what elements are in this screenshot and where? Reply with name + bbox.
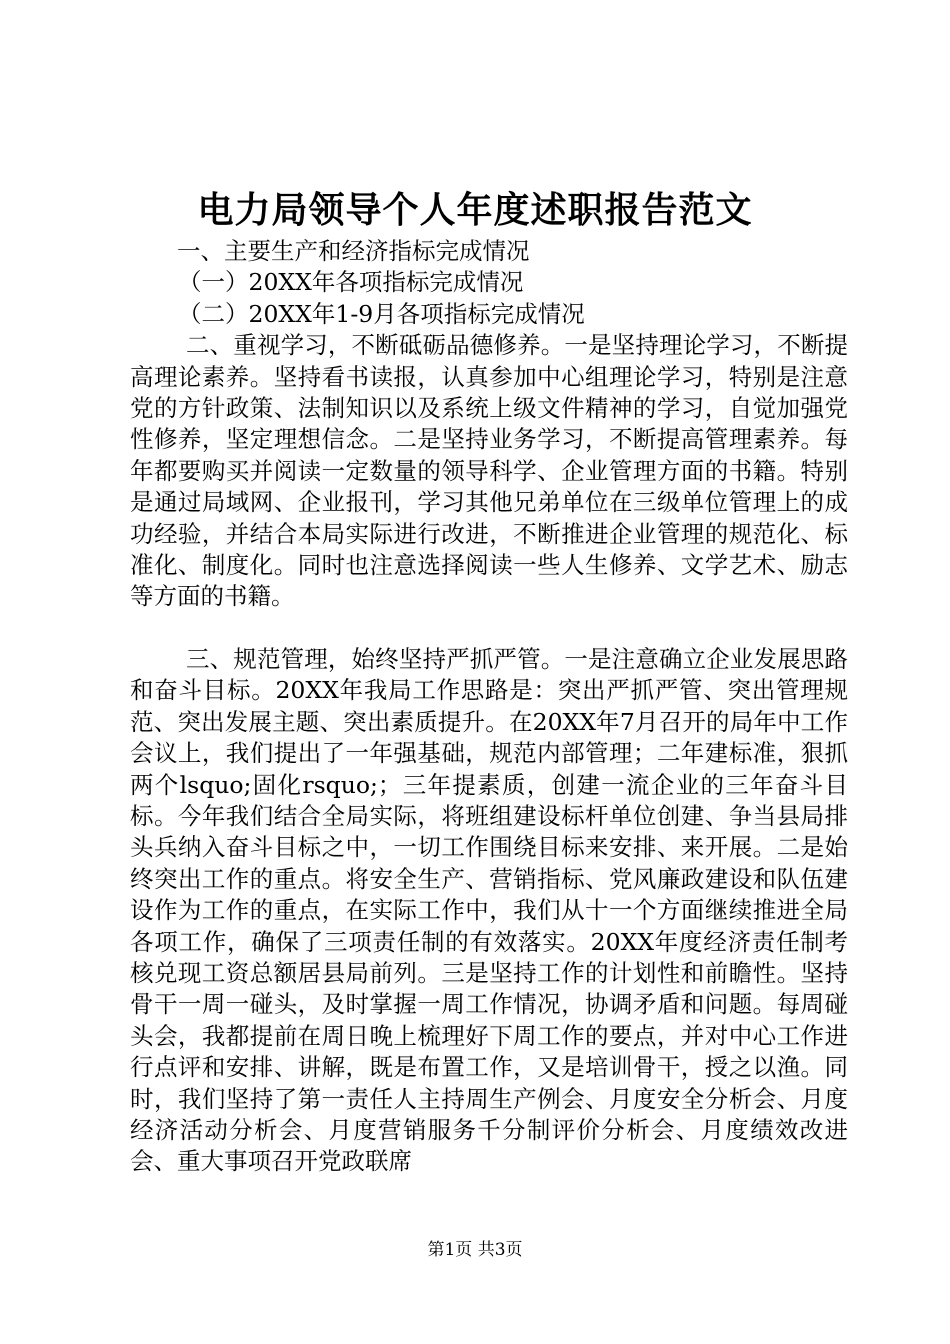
- subsection-heading-1: （一）20XX年各项指标完成情况: [178, 268, 524, 297]
- section-heading-1: 一、主要生产和经济指标完成情况: [177, 237, 530, 265]
- paragraph-management: 三、规范管理，始终坚持严抓严管。一是注意确立企业发展思路和奋斗目标。20XX年我局工作思路是：突出严抓严管、突出管理规范、突出发展主题、突出素质提升。在20XX年7月召开的局年中工作会议上，我们提出了一年强基础，规范内部管理；二年建标准，狠抓两个lsquo;固化rsquo;；三年提素质，创建一流企业的三年奋斗目标。今年我们结合全局实际，将班组建设标杆单位创建、争当县局排头兵纳入奋斗目标之中，一切工作围绕目标来安排、来开展。二是始终突出工作的重点。将安全生产、营销指标、党风廉政建设和队伍建设作为工作的重点，在实际工作中，我们从十一个方面继续推进全局各项工作，确保了三项责任制的有效落实。20XX年度经济责任制考核兑现工资总额居县局前列。三是坚持工作的计划性和前瞻性。坚持骨干一周一碰头，及时掌握一周工作情况，协调矛盾和问题。每周碰头会，我都提前在周日晚上梳理好下周工作的要点，并对中心工作进行点评和安排、讲解，既是布置工作，又是培训骨干，授之以渔。同时，我们坚持了第一责任人主持周生产例会、月度安全分析会、月度经济活动分析会、月度营销服务千分制评价分析会、月度绩效改进会、重大事项召开党政联席: [130, 644, 848, 1176]
- page-footer: 第1页 共3页: [427, 1240, 523, 1260]
- subsection-heading-2: （二）20XX年1-9月各项指标完成情况: [178, 299, 585, 328]
- paragraph-study: 二、重视学习，不断砥砺品德修养。一是坚持理论学习，不断提高理论素养。坚持看书读报，认真参加中心组理论学习，特别是注意党的方针政策、法制知识以及系统上级文件精神的学习，自觉加强党性修养，坚定理想信念。二是坚持业务学习，不断提高管理素养。每年都要购买并阅读一定数量的领导科学、企业管理方面的书籍。特别是通过局域网、企业报刊，学习其他兄弟单位在三级单位管理上的成功经验，并结合本局实际进行改进，不断推进企业管理的规范化、标准化、制度化。同时也注意选择阅读一些人生修养、文学艺术、励志等方面的书籍。: [130, 331, 848, 611]
- document-body: [130, 236, 848, 1178]
- document-title: 电力局领导个人年度述职报告范文: [197, 189, 753, 231]
